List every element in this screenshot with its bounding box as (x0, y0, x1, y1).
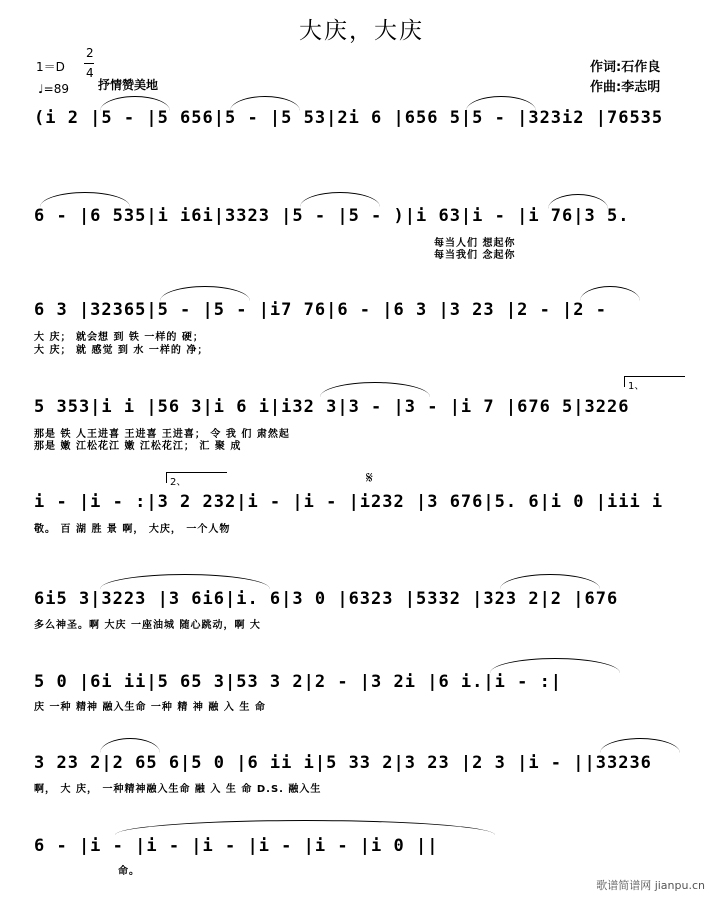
volta-label-1: 1、 (628, 381, 645, 392)
lyric-row-3-verse-2: 大 庆； 就 感觉 到 水 一样的 净； (34, 345, 209, 356)
notation-row-1: (i 2 |5 - |5 656|5 - |5 53|2i 6 |656 5|5 - |323i2 |76535 (34, 108, 664, 128)
slur (500, 574, 600, 589)
notation-row-9: 6 - |i - |i - |i - |i - |i - |i 0 || (34, 836, 439, 856)
time-signature-top: 2 (86, 46, 94, 60)
slur (230, 96, 300, 111)
notation-row-8: 3 23 2|2 65 6|5 0 |6 ii i|5 33 2|3 23 |2 3 |i - ||33236 (34, 753, 652, 773)
slur (490, 658, 620, 673)
time-signature-bottom: 4 (86, 66, 94, 80)
composer-credit: 作曲:李志明 (590, 80, 661, 95)
notation-row-4: 5 353|i i |56 3|i 6 i|i32 3|3 - |3 - |i 7 |676 5|3226 (34, 397, 630, 417)
slur (580, 286, 640, 301)
slur (40, 192, 130, 207)
lyric-row-6: 多么神圣。啊 大庆 一座油城 随心跳动，啊 大 (34, 620, 261, 631)
lyric-row-9: 命。 (118, 866, 140, 877)
segno-sign: 𝄋 (366, 468, 373, 487)
notation-row-2: 6 - |6 535|i i6i|3323 |5 - |5 - )|i 63|i - |i 76|3 5. (34, 206, 630, 226)
notation-row-6: 6i5 3|3223 |3 6i6|i. 6|3 0 |6323 |5332 |323 2|2 |676 (34, 589, 619, 609)
volta-label-2: 2、 (170, 477, 187, 488)
lyric-row-2-verse-1: 每当人们 想起你 (434, 238, 516, 249)
time-signature-line (84, 63, 94, 64)
slur (466, 96, 536, 111)
slur (300, 192, 380, 207)
tempo-marking: ♩=89 (38, 82, 69, 96)
notation-row-3: 6 3 |32365|5 - |5 - |i7 76|6 - |6 3 |3 23 |2 - |2 - (34, 300, 607, 320)
key-signature: 1＝D (36, 60, 65, 74)
lyric-row-3-verse-1: 大 庆； 就会想 到 铁 一样的 硬； (34, 332, 204, 343)
slur (100, 574, 270, 589)
slur (100, 738, 160, 753)
song-title: 大庆，大庆 (299, 18, 424, 44)
lyric-row-7: 庆 一种 精神 融入生命 一种 精 神 融 入 生 命 (34, 702, 266, 713)
slur (100, 96, 170, 111)
lyric-row-5: 敬。 百 湖 胜 景 啊， 大庆， 一个人物 (34, 524, 231, 535)
slur (320, 382, 430, 397)
slur (548, 194, 608, 209)
watermark: 歌谱简谱网 jianpu.cn (596, 879, 705, 892)
lyric-row-2-verse-2: 每当我们 念起你 (434, 250, 516, 261)
notation-row-5: i - |i - :|3 2 232|i - |i - |i232 |3 676|5. 6|i 0 |iii i (34, 492, 664, 512)
expression-marking: 抒情赞美地 (98, 78, 159, 92)
slur (160, 286, 250, 301)
slur (115, 820, 495, 835)
notation-row-7: 5 0 |6i ii|5 65 3|53 3 2|2 - |3 2i |6 i.|i - :| (34, 672, 563, 692)
lyric-row-4-verse-2: 那是 嫩 江松花江 嫩 江松花江； 汇 聚 成 (34, 441, 242, 452)
lyricist-credit: 作词:石作良 (590, 60, 661, 75)
lyric-row-8: 啊， 大 庆， 一种精神融入生命 融 入 生 命 D.S. 融入生 (34, 784, 322, 795)
slur (600, 738, 680, 753)
lyric-row-4-verse-1: 那是 铁 人王进喜 王进喜 王进喜； 令 我 们 肃然起 (34, 429, 290, 440)
